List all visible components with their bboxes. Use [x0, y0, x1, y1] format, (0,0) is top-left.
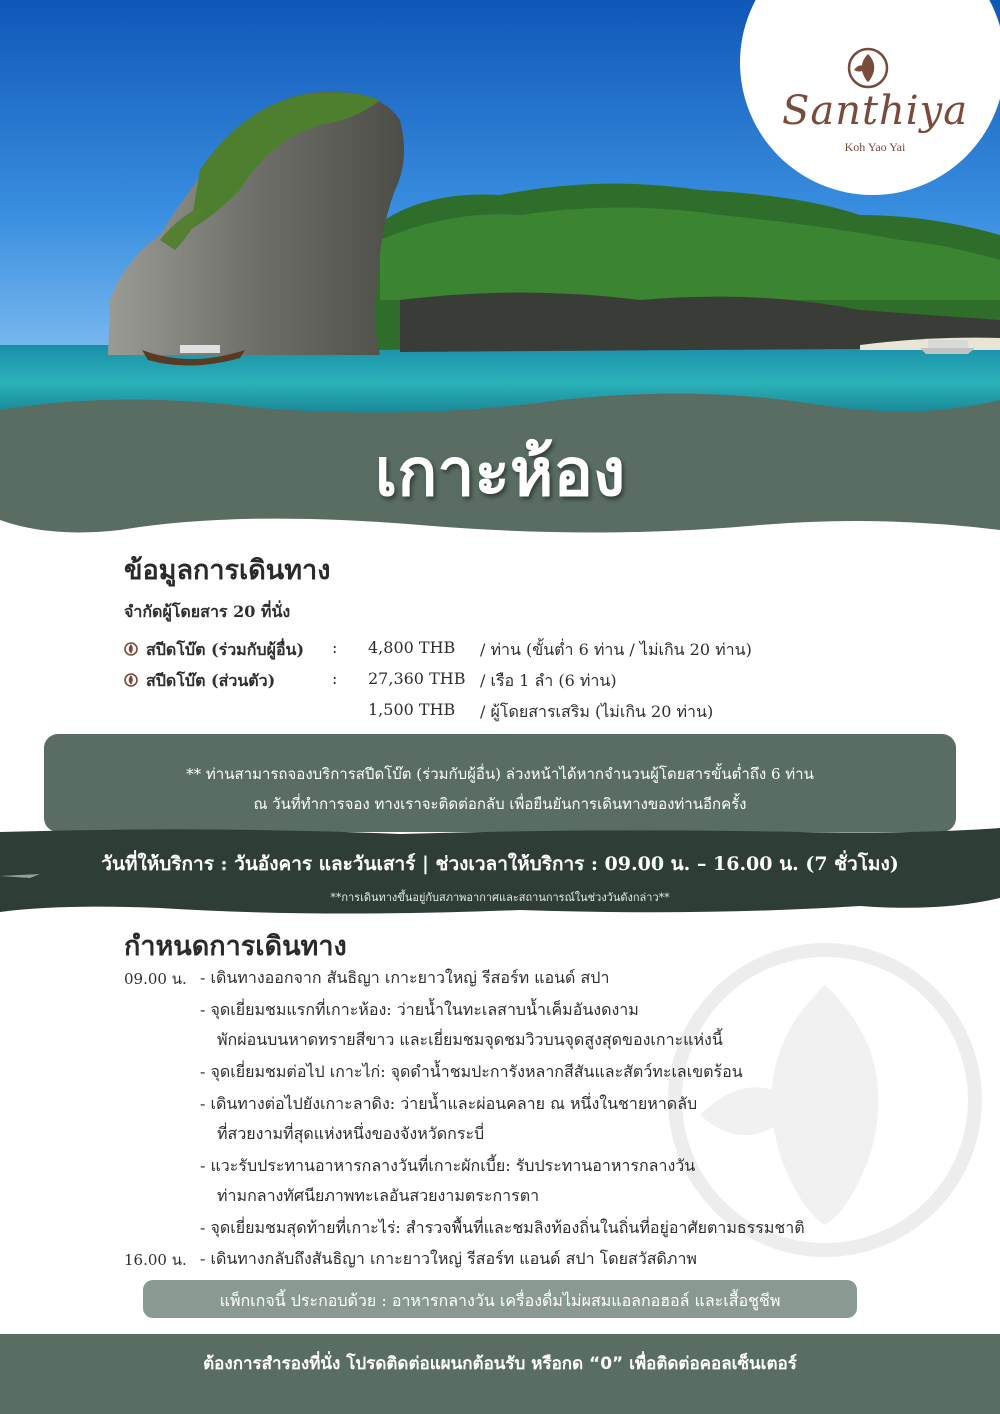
- price-label: สปีดโบ๊ต (ส่วนตัว): [146, 671, 276, 690]
- price-row-private: [124, 669, 824, 693]
- itinerary-line: - แวะรับประทานอาหารกลางวันที่เกาะผักเบี้ย: รับประทานอาหารกลางวัน: [200, 1156, 696, 1175]
- page-title: เกาะห้อง: [374, 434, 626, 511]
- brand-location: Koh Yao Yai: [844, 140, 906, 154]
- price-amount: 27,360 THB: [368, 669, 466, 688]
- package-includes: แพ็กเกจนี้ ประกอบด้วย : อาหารกลางวัน เครื่องดื่มไม่ผสมแอลกอฮอล์ และเสื้อชูชีพ: [219, 1291, 781, 1310]
- price-label: สปีดโบ๊ต (ร่วมกับผู้อื่น): [146, 640, 305, 659]
- passenger-limit: จำกัดผู้โดยสาร 20 ที่นั่ง: [124, 602, 291, 621]
- itinerary-line: ท่ามกลางทัศนียภาพทะเลอันสวยงามตระการตา: [217, 1186, 540, 1205]
- itinerary-line: - เดินทางกลับถึงสันธิญา เกาะยาวใหญ่ รีสอร์ท แอนด์ สปา โดยสวัสดิภาพ: [200, 1249, 697, 1268]
- price-amount: 1,500 THB: [368, 700, 456, 719]
- price-row-extra: [124, 700, 824, 724]
- itinerary-line: พักผ่อนบนหาดทรายสีขาว และเยี่ยมชมจุดชมวิวบนจุดสูงสุดของเกาะแห่งนี้: [217, 1030, 723, 1049]
- price-row-shared: [124, 638, 824, 662]
- itinerary-end-time: 16.00 น.: [124, 1251, 187, 1269]
- info-heading: ข้อมูลการเดินทาง: [124, 555, 331, 586]
- price-colon: :: [332, 638, 338, 657]
- brand-name: Santhiya: [781, 88, 969, 134]
- itinerary-line: - จุดเยี่ยมชมแรกที่เกาะห้อง: ว่ายน้ำในทะเลสาบน้ำเค็มอันงดงาม: [200, 1000, 639, 1019]
- weather-note: **การเดินทางขึ้นอยู่กับสภาพอากาศและสถานการณ์ในช่วงวันดังกล่าว**: [330, 891, 670, 904]
- itinerary-line: ที่สวยงามที่สุดแห่งหนึ่งของจังหวัดกระบี่: [217, 1124, 485, 1143]
- itinerary-start-time: 09.00 น.: [124, 970, 187, 988]
- reservation-contact: ต้องการสำรองที่นั่ง โปรดติดต่อแผนกต้อนรับ หรือกด “0” เพื่อติดต่อคอลเซ็นเตอร์: [203, 1354, 797, 1374]
- price-amount: 4,800 THB: [368, 638, 456, 657]
- price-colon: :: [332, 669, 338, 688]
- service-schedule: วันที่ให้บริการ : วันอังคาร และวันเสาร์ | ช่วงเวลาให้บริการ : 09.00 น. – 16.00 น. (7 ชั่วโมง): [101, 853, 899, 875]
- price-unit: / เรือ 1 ลำ (6 ท่าน): [480, 671, 617, 690]
- itinerary-line: - เดินทางต่อไปยังเกาะลาดิง: ว่ายน้ำและผ่อนคลาย ณ หนึ่งในชายหาดลับ: [200, 1094, 698, 1113]
- bullet-icon: [124, 672, 138, 686]
- itinerary-line: - จุดเยี่ยมชมต่อไป เกาะไก่: จุดดำน้ำชมปะการังหลากสีสันและสัตว์ทะเลเขตร้อน: [200, 1062, 743, 1081]
- bullet-icon: [124, 641, 138, 655]
- itinerary-heading: กำหนดการเดินทาง: [124, 931, 347, 962]
- price-unit: / ท่าน (ขั้นต่ำ 6 ท่าน / ไม่เกิน 20 ท่าน): [480, 640, 752, 659]
- brand-logo-icon: [846, 46, 890, 94]
- itinerary-line: - เดินทางออกจาก สันธิญา เกาะยาวใหญ่ รีสอร์ท แอนด์ สปา: [200, 968, 610, 987]
- price-unit: / ผู้โดยสารเสริม (ไม่เกิน 20 ท่าน): [480, 702, 714, 721]
- booking-note-line-2: ณ วันที่ทำการจอง ทางเราจะติดต่อกลับ เพื่อยืนยันการเดินทางของท่านอีกครั้ง: [253, 795, 747, 813]
- booking-note-line-1: ** ท่านสามารถจองบริการสปีดโบ๊ต (ร่วมกับผู้อื่น) ล่วงหน้าได้หากจำนวนผู้โดยสารขั้นต่ำถึง 6 ท่าน: [186, 765, 814, 783]
- itinerary-line: - จุดเยี่ยมชมสุดท้ายที่เกาะไร่: สำรวจพื้นที่และชมลิงท้องถิ่นในถิ่นที่อยู่อาศัยตามธรรมชาติ: [200, 1218, 805, 1237]
